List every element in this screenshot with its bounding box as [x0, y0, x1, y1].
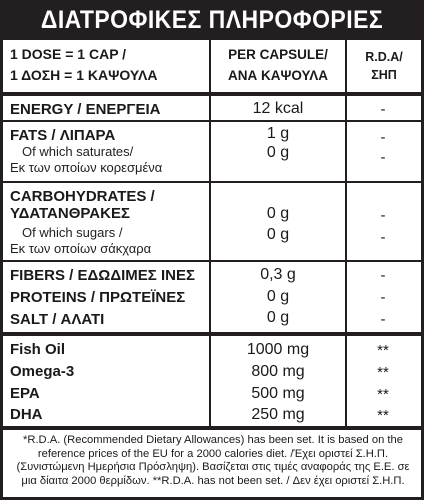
- proteins-rda: -: [380, 289, 386, 306]
- row-divider-bottom: [3, 426, 421, 430]
- fish-oil-label: Fish Oil: [10, 341, 66, 358]
- omega3-value: 800 mg: [251, 363, 305, 380]
- row-divider-energy: [3, 120, 421, 122]
- row-divider-carbs: [3, 260, 421, 262]
- energy-rda: -: [380, 101, 386, 118]
- saturates-label-line1: Of which saturates/: [22, 144, 134, 159]
- proteins-value: 0 g: [266, 288, 290, 305]
- fish-oil-rda: **: [377, 342, 389, 359]
- fibers-rda: -: [380, 267, 386, 284]
- omega3-rda: **: [377, 364, 389, 381]
- header-dose-line2: 1 ΔΟΣΗ = 1 ΚΑΨΟΥΛΑ: [10, 67, 158, 83]
- header-rda-line1: R.D.A/: [365, 50, 403, 64]
- footnote-line3: (Συνιστώμενη Ημερήσια Πρόσληψη). Βασίζεται στις τιμές αναφοράς της Ε.Ε. σε: [16, 461, 410, 474]
- row-divider-header: [3, 92, 421, 96]
- epa-value: 500 mg: [251, 385, 305, 402]
- fats-rda: -: [380, 129, 386, 146]
- panel-title: ΔΙΑΤΡΟΦΙΚΕΣ ΠΛΗΡΟΦΟΡΙΕΣ: [40, 6, 384, 34]
- fibers-value: 0,3 g: [260, 266, 296, 283]
- sugars-value: 0 g: [266, 226, 290, 243]
- fats-value: 1 g: [266, 125, 290, 142]
- carbs-rda: -: [380, 207, 386, 224]
- salt-value: 0 g: [266, 309, 290, 326]
- dha-label: DHA: [10, 406, 43, 423]
- fats-label: FATS / ΛΙΠΑΡΑ: [10, 127, 116, 144]
- fibers-label: FIBERS / ΕΔΩΔΙΜΕΣ ΙΝΕΣ: [10, 267, 195, 284]
- saturates-value: 0 g: [266, 144, 290, 161]
- footnote-line1: *R.D.A. (Recommended Dietary Allowances) has been set. It is based on the: [23, 434, 403, 446]
- epa-label: EPA: [10, 385, 40, 402]
- proteins-label: PROTEINS / ΠΡΩΤΕΪΝΕΣ: [10, 289, 186, 306]
- carbs-label-line1: CARBOHYDRATES /: [10, 188, 155, 205]
- sugars-label-line1: Of which sugars /: [22, 225, 123, 240]
- salt-label: SALT / ΑΛΑΤΙ: [10, 311, 105, 328]
- footnote-line2: reference prices of the EU for a 2000 calories diet. /Έχει οριστεί Σ.Η.Π.: [37, 447, 389, 460]
- carbs-value: 0 g: [266, 205, 290, 222]
- fish-oil-value: 1000 mg: [246, 341, 310, 358]
- carbs-label-line2: ΥΔΑΤΑΝΘΡΑΚΕΣ: [10, 205, 130, 222]
- footnote: [9, 434, 417, 488]
- nutrition-table: [3, 40, 421, 497]
- dha-rda: **: [377, 407, 389, 424]
- energy-value: 12 kcal: [252, 100, 304, 117]
- saturates-label-line2: Εκ των οποίων κορεσμένα: [10, 160, 163, 175]
- header-per-capsule-line2: ΑΝΑ ΚΑΨΟΥΛΑ: [227, 68, 329, 83]
- energy-label: ENERGY / ΕΝΕΡΓΕΙΑ: [10, 101, 161, 118]
- row-divider-fats: [3, 181, 421, 183]
- omega3-label: Omega-3: [10, 363, 75, 380]
- salt-rda: -: [380, 311, 386, 328]
- saturates-rda: -: [380, 149, 386, 166]
- header-per-capsule-line1: PER CAPSULE/: [228, 47, 328, 62]
- dha-value: 250 mg: [251, 406, 305, 423]
- footnote-line4: μια δίαιτα 2000 θερμίδων. **R.D.A. has not been set. / Δεν έχει οριστεί Σ.Η.Π.: [21, 474, 405, 487]
- sugars-rda: -: [380, 229, 386, 246]
- row-divider-salt: [3, 332, 421, 336]
- header-dose-line1: 1 DOSE = 1 CAP /: [10, 46, 127, 62]
- sugars-label-line2: Εκ των οποίων σάκχαρα: [10, 241, 152, 256]
- header-rda-line2: ΣΗΠ: [371, 68, 397, 82]
- epa-rda: **: [377, 386, 389, 403]
